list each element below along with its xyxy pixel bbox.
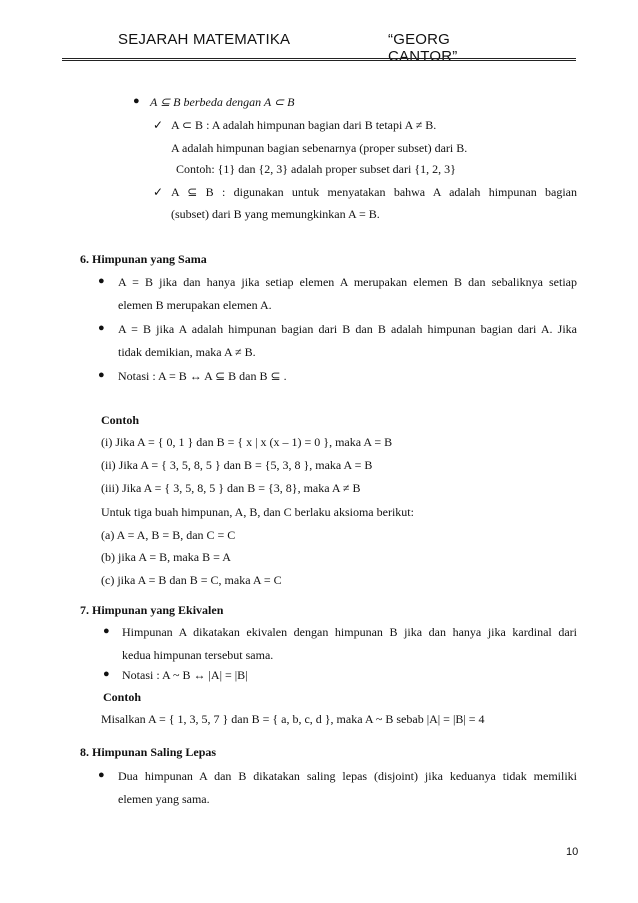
- bullet-icon: ●: [103, 668, 110, 680]
- section-7-example-heading: Contoh: [103, 690, 142, 704]
- equal-sets-def-line2: elemen B merupakan elemen A.: [118, 298, 272, 312]
- section-6-heading: 6. Himpunan yang Sama: [80, 252, 207, 266]
- page-number: 10: [566, 846, 579, 858]
- bullet-icon: ●: [133, 95, 140, 107]
- axiom-a: (a) A = A, B = B, dan C = C: [101, 528, 236, 542]
- checkmark-icon: ✓: [153, 185, 164, 199]
- header-left-title: SEJARAH MATEMATIKA: [118, 31, 291, 48]
- bullet-icon: ●: [98, 322, 105, 334]
- equivalent-sets-notation: Notasi : A ~ B ↔ |A| = |B|: [122, 668, 248, 682]
- equal-sets-subset-line1: A = B jika A adalah himpunan bagian dari B dan B adalah himpunan bagian dari A. Jika: [118, 322, 577, 336]
- example-i: (i) Jika A = { 0, 1 } dan B = { x | x (x – 1) = 0 }, maka A = B: [101, 435, 393, 449]
- equal-sets-notation: Notasi : A = B ↔ A ⊆ B dan B ⊆ .: [118, 369, 287, 383]
- proper-subset-line: A ⊂ B : A adalah himpunan bagian dari B tetapi A ≠ B.: [171, 118, 437, 132]
- bullet-icon: ●: [98, 769, 105, 781]
- axiom-c: (c) jika A = B dan B = C, maka A = C: [101, 573, 282, 587]
- example-ii: (ii) Jika A = { 3, 5, 8, 5 } dan B = {5, 3, 8 }, maka A = B: [101, 458, 373, 472]
- subset-definition-line2: (subset) dari B yang memungkinkan A = B.: [171, 207, 380, 221]
- checkmark-icon: ✓: [153, 118, 164, 132]
- disjoint-sets-def-line2: elemen yang sama.: [118, 792, 210, 806]
- proper-subset-example: Contoh: {1} dan {2, 3} adalah proper subset dari {1, 2, 3}: [176, 162, 456, 176]
- section-7-heading: 7. Himpunan yang Ekivalen: [80, 603, 224, 617]
- axiom-b: (b) jika A = B, maka B = A: [101, 550, 231, 564]
- bullet-icon: ●: [98, 275, 105, 287]
- axiom-intro: Untuk tiga buah himpunan, A, B, dan C berlaku aksioma berikut:: [101, 505, 414, 519]
- section-8-heading: 8. Himpunan Saling Lepas: [80, 745, 217, 759]
- page-header: [118, 31, 518, 65]
- equal-sets-def-line1: A = B jika dan hanya jika setiap elemen A merupakan elemen B dan sebaliknya setiap: [118, 275, 577, 289]
- proper-subset-explanation: A adalah himpunan bagian sebenarnya (proper subset) dari B.: [171, 141, 468, 155]
- equivalent-sets-def-line1: Himpunan A dikatakan ekivalen dengan himpunan B jika dan hanya jika kardinal dari: [122, 625, 577, 639]
- section-6-example-heading: Contoh: [101, 413, 140, 427]
- disjoint-sets-def-line1: Dua himpunan A dan B dikatakan saling lepas (disjoint) jika keduanya tidak memiliki: [118, 769, 577, 783]
- header-rule: [62, 58, 576, 61]
- subset-definition-line1: A ⊆ B : digunakan untuk menyatakan bahwa A adalah himpunan bagian: [171, 185, 577, 199]
- example-iii: (iii) Jika A = { 3, 5, 8, 5 } dan B = {3, 8}, maka A ≠ B: [101, 481, 361, 495]
- equal-sets-subset-line2: tidak demikian, maka A ≠ B.: [118, 345, 256, 359]
- section-7-example: Misalkan A = { 1, 3, 5, 7 } dan B = { a, b, c, d }, maka A ~ B sebab |A| = |B| = 4: [101, 712, 485, 726]
- subset-bullet: A ⊆ B berbeda dengan A ⊂ B: [150, 95, 295, 109]
- equivalent-sets-def-line2: kedua himpunan tersebut sama.: [122, 648, 274, 662]
- bullet-icon: ●: [98, 369, 105, 381]
- bullet-icon: ●: [103, 625, 110, 637]
- header-right-title: “GEORG CANTOR”: [388, 31, 458, 65]
